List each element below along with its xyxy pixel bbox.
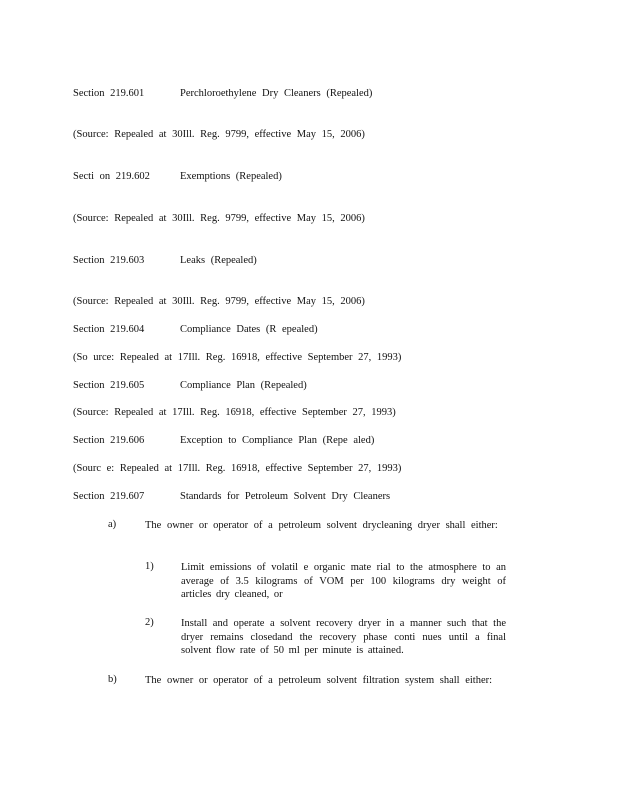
item-label-b: b) [108,674,117,685]
section-number: Section 219.603 [73,255,145,266]
section-219-602 [73,171,282,182]
section-title: Compliance Dates (R epealed) [180,324,318,335]
section-title: Standards for Petroleum Solvent Dry Cleaners [180,491,391,502]
section-219-603 [73,255,257,266]
section-number: Section 219.606 [73,435,145,446]
section-219-606 [73,435,374,446]
section-title: Exemptions (Repealed) [180,171,282,182]
source-note: (Sourc e: Repealed at 17Ill. Reg. 16918, effective September 27, 1993) [73,463,402,474]
section-number: Section 219.604 [73,324,145,335]
source-note: (So urce: Repealed at 17Ill. Reg. 16918, effective September 27, 1993) [73,352,402,363]
section-219-605 [73,380,307,391]
section-number: Secti on 219.602 [73,171,150,182]
section-number: Section 219.605 [73,380,145,391]
item-text-1: Limit emissions of volatil e organic mate rial to the atmosphere to an average of 3.5 kilograms of VOM per 100 kilograms dry weight of articles dry cleaned, or [181,562,506,600]
source-note: (Source: Repealed at 30Ill. Reg. 9799, effective May 15, 2006) [73,296,365,307]
section-title: Leaks (Repealed) [180,255,257,266]
section-number: Section 219.607 [73,491,145,502]
section-219-604 [73,324,318,335]
section-title: Exception to Compliance Plan (Repe aled) [180,435,375,446]
item-label-2: 2) [145,617,154,628]
source-note: (Source: Repealed at 30Ill. Reg. 9799, effective May 15, 2006) [73,213,365,224]
source-note: (Source: Repealed at 17Ill. Reg. 16918, effective September 27, 1993) [73,407,396,418]
section-219-601 [73,88,372,99]
section-title: Perchloroethylene Dry Cleaners (Repealed) [180,88,373,99]
item-label-1: 1) [145,561,154,572]
item-text-a: The owner or operator of a petroleum solvent drycleaning dryer shall either: [145,520,498,531]
section-title: Compliance Plan (Repealed) [180,380,307,391]
item-label-a: a) [108,519,117,530]
item-text-b: The owner or operator of a petroleum solvent filtration system shall either: [145,675,493,686]
source-note: (Source: Repealed at 30Ill. Reg. 9799, effective May 15, 2006) [73,129,365,140]
section-219-607 [73,491,390,502]
item-text-2: Install and operate a solvent recovery dryer in a manner such that the dryer remains closedand the recovery phase conti nues until a final solvent flow rate of 50 ml per minute is attained. [181,618,506,656]
section-number: Section 219.601 [73,88,145,99]
